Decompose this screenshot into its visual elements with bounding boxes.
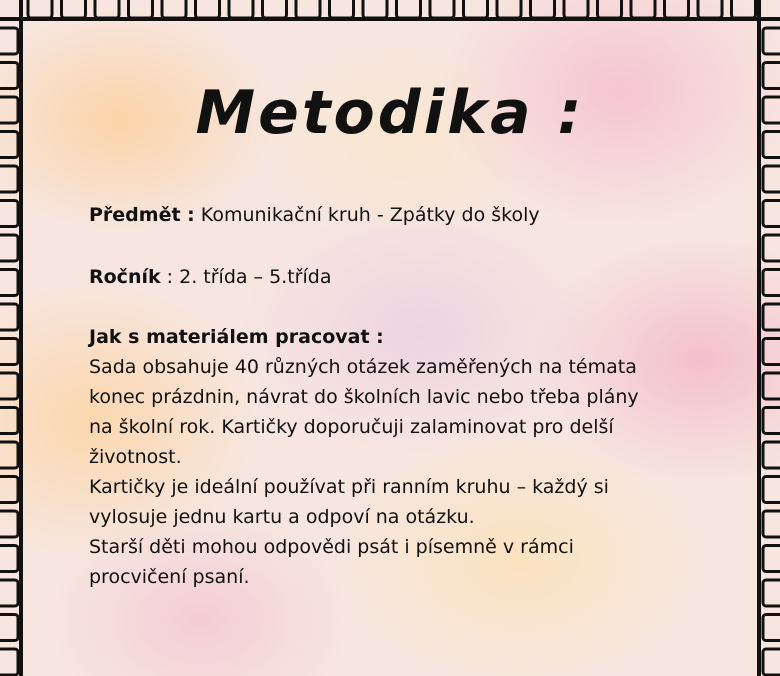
border-block bbox=[564, 0, 588, 18]
border-block bbox=[497, 0, 521, 18]
border-block bbox=[28, 0, 52, 18]
border-block bbox=[229, 0, 253, 18]
usage-line: na školní rok. Kartičky doporučuji zalaminovat pro delší bbox=[89, 416, 614, 438]
border-block bbox=[0, 304, 18, 330]
usage-line: konec prázdnin, návrat do školních lavic nebo třeba plány bbox=[89, 386, 639, 408]
border-block bbox=[0, 166, 18, 192]
border-block bbox=[763, 166, 780, 192]
usage-line: Kartičky je ideální používat při ranním kruhu – každý si bbox=[89, 476, 609, 498]
grade-value: : 2. třída – 5.třída bbox=[160, 266, 332, 288]
border-block bbox=[0, 408, 18, 434]
border-block bbox=[0, 615, 18, 641]
usage-line: Starší děti mohou odpovědi psát i písemně v rámci bbox=[89, 536, 574, 558]
border-block bbox=[0, 270, 18, 296]
border-block bbox=[0, 201, 18, 227]
border-block bbox=[598, 0, 622, 18]
border-block bbox=[665, 0, 689, 18]
border-block bbox=[0, 580, 18, 606]
border-block bbox=[62, 0, 86, 18]
border-block bbox=[0, 511, 18, 537]
border-block bbox=[763, 649, 780, 675]
border-block bbox=[763, 580, 780, 606]
border-block bbox=[0, 649, 18, 675]
border-block bbox=[763, 270, 780, 296]
border-block bbox=[95, 0, 119, 18]
usage-line: životnost. bbox=[89, 446, 182, 468]
methodology-content bbox=[89, 200, 709, 592]
border-block bbox=[531, 0, 555, 18]
border-block bbox=[0, 28, 18, 54]
grade-line bbox=[89, 262, 709, 292]
border-block bbox=[296, 0, 320, 18]
border-block bbox=[763, 235, 780, 261]
grade-label: Ročník bbox=[89, 266, 161, 288]
usage-line: Sada obsahuje 40 různých otázek zaměřených na témata bbox=[89, 356, 637, 378]
border-block bbox=[0, 339, 18, 365]
border-block bbox=[129, 0, 153, 18]
border-block bbox=[0, 235, 18, 261]
border-block bbox=[763, 373, 780, 399]
border-block bbox=[763, 442, 780, 468]
border-block bbox=[397, 0, 421, 18]
border-block bbox=[763, 615, 780, 641]
border-block bbox=[0, 442, 18, 468]
border-block bbox=[732, 0, 756, 18]
border-block bbox=[363, 0, 387, 18]
page-title: Metodika : bbox=[195, 78, 585, 148]
border-block bbox=[763, 339, 780, 365]
border-block bbox=[763, 546, 780, 572]
border-block bbox=[763, 304, 780, 330]
border-block bbox=[263, 0, 287, 18]
border-block bbox=[0, 477, 18, 503]
border-block bbox=[430, 0, 454, 18]
border-block bbox=[196, 0, 220, 18]
border-block bbox=[330, 0, 354, 18]
spacer bbox=[89, 230, 709, 262]
border-block bbox=[698, 0, 722, 18]
subject-label: Předmět : bbox=[89, 204, 195, 226]
border-block bbox=[763, 201, 780, 227]
border-block bbox=[763, 28, 780, 54]
subject-line bbox=[89, 200, 709, 230]
border-block bbox=[763, 511, 780, 537]
border-block bbox=[0, 546, 18, 572]
border-block bbox=[631, 0, 655, 18]
border-block bbox=[763, 408, 780, 434]
usage-line: vylosuje jednu kartu a odpoví na otázku. bbox=[89, 506, 475, 528]
border-block bbox=[162, 0, 186, 18]
border-block bbox=[763, 477, 780, 503]
usage-heading: Jak s materiálem pracovat : bbox=[89, 326, 384, 348]
border-block bbox=[464, 0, 488, 18]
subject-value: Komunikační kruh - Zpátky do školy bbox=[194, 204, 540, 226]
border-block bbox=[0, 373, 18, 399]
spacer bbox=[89, 292, 709, 322]
usage-line: procvičení psaní. bbox=[89, 566, 250, 588]
